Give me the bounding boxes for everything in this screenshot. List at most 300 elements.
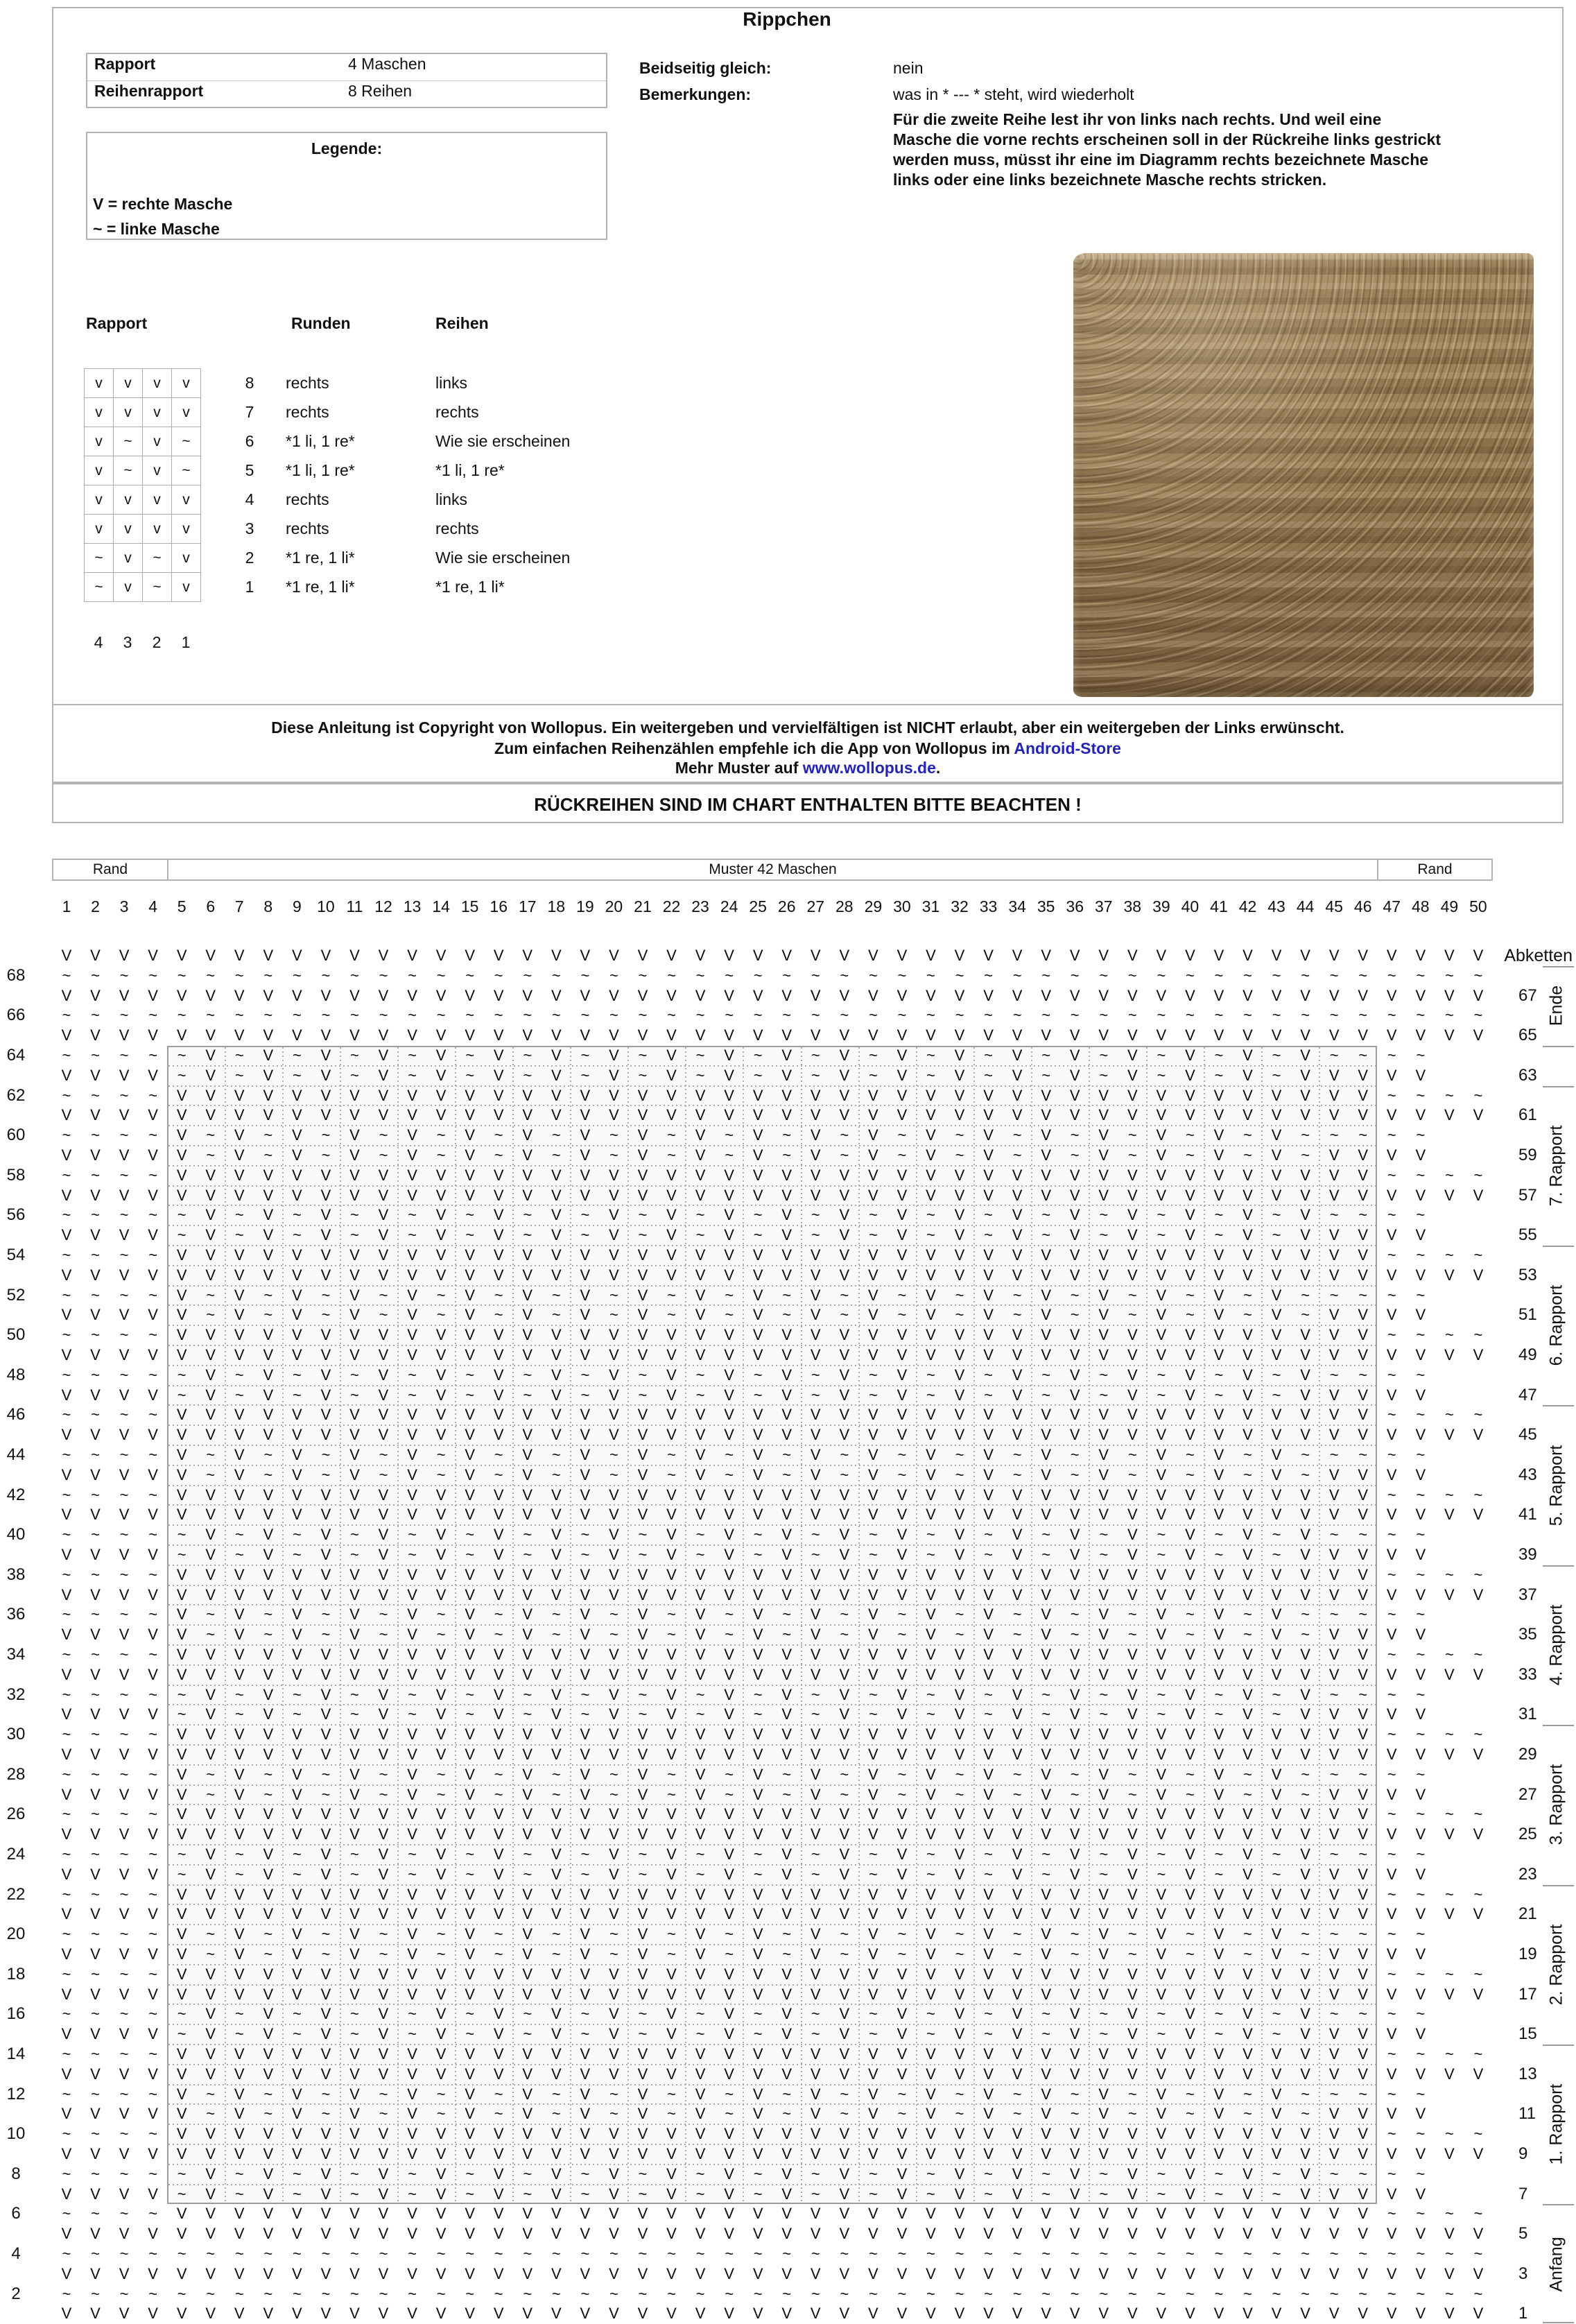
stitch-cell: V [378, 1985, 389, 2003]
stitch-cell: V [637, 1965, 648, 1983]
stitch-cell: ~ [984, 2284, 993, 2303]
stitch-cell: V [1098, 1965, 1109, 1983]
stitch-cell: V [609, 1965, 619, 1983]
stitch-cell: ~ [321, 1465, 331, 1483]
stitch-cell: ~ [926, 2025, 935, 2043]
stitch-cell: V [1012, 2025, 1023, 2043]
stitch-cell: ~ [580, 2284, 590, 2303]
stitch-cell: V [1012, 1685, 1023, 1703]
stitch-cell: ~ [1301, 1286, 1310, 1304]
stitch-cell: ~ [1387, 2164, 1396, 2183]
stitch-cell: V [839, 1366, 850, 1384]
stitch-cell: ~ [119, 2205, 129, 2223]
stitch-cell: V [1444, 1506, 1455, 1524]
stitch-cell: V [839, 1226, 850, 1244]
mini-cell: ~ [114, 456, 143, 485]
stitch-cell: V [1127, 1905, 1138, 1923]
stitch-cell: ~ [523, 1006, 532, 1024]
stitch-cell: ~ [1214, 2164, 1224, 2183]
stitch-cell: ~ [119, 1565, 129, 1583]
stitch-cell: ~ [119, 2245, 129, 2262]
stitch-cell: V [666, 1746, 677, 1763]
stitch-cell: V [378, 1086, 389, 1104]
stitch-cell: V [522, 1506, 533, 1524]
stitch-cell: ~ [408, 2284, 417, 2303]
stitch-cell: ~ [1358, 1286, 1368, 1304]
stitch-cell: V [1041, 2125, 1051, 2143]
stitch-cell: ~ [1012, 1126, 1022, 1144]
stitch-cell: V [205, 1865, 216, 1883]
stitch-cell: ~ [1243, 1465, 1252, 1483]
android-store-link[interactable]: Android-Store [1014, 739, 1121, 757]
stitch-cell: V [1300, 2045, 1310, 2063]
stitch-cell [1464, 1225, 1493, 1246]
stitch-cell: V [810, 2105, 821, 2123]
mini-row-runden: *1 re, 1 li* [286, 549, 355, 567]
stitch-cell: V [926, 1246, 936, 1264]
stitch-cell: V [1069, 1985, 1080, 2003]
stitch-cell [1464, 1146, 1493, 1166]
stitch-cell: V [839, 2164, 850, 2183]
stitch-cell: V [320, 1266, 331, 1284]
stitch-cell: V [1098, 1166, 1109, 1184]
stitch-cell: ~ [551, 1446, 561, 1463]
copyright-line3-text: Mehr Muster auf [675, 759, 803, 777]
stitch-cell: V [234, 1465, 245, 1483]
stitch-cell: ~ [321, 2105, 331, 2123]
stitch-cell: V [522, 1146, 533, 1164]
stitch-cell: ~ [1301, 1465, 1310, 1483]
stitch-cell: ~ [811, 966, 820, 984]
stitch-cell: V [148, 2185, 158, 2203]
stitch-cell: V [1098, 1326, 1109, 1344]
stitch-cell: V [609, 1885, 619, 1903]
stitch-cell: V [1386, 2065, 1397, 2083]
stitch-cell: V [781, 1585, 793, 1603]
stitch-cell: V [868, 2305, 878, 2323]
stitch-cell: ~ [580, 1366, 590, 1384]
stitch-cell: ~ [580, 1047, 590, 1064]
stitch-cell: ~ [91, 2005, 100, 2023]
stitch-cell: V [637, 1286, 648, 1304]
stitch-cell: ~ [436, 1126, 446, 1144]
stitch-cell: V [407, 1406, 417, 1424]
stitch-cell: ~ [408, 1845, 417, 1863]
stitch-cell: V [1041, 1785, 1051, 1803]
stitch-cell: V [1242, 1965, 1253, 1983]
stitch-cell: V [205, 2125, 216, 2143]
stitch-cell: V [148, 1026, 158, 1044]
chart-header-muster [167, 859, 1378, 881]
stitch-cell: V [205, 2305, 216, 2323]
stitch-cell: V [234, 1765, 245, 1783]
stitch-cell: V [1386, 2185, 1397, 2203]
stitch-cell: V [1242, 2225, 1253, 2243]
stitch-cell: V [1300, 1506, 1310, 1524]
stitch-cell: V [1328, 1226, 1340, 1244]
stitch-cell: V [1358, 1486, 1369, 1504]
stitch-cell: V [695, 1805, 706, 1823]
stitch-cell: ~ [1185, 1465, 1195, 1483]
stitch-cell: V [1098, 1746, 1109, 1763]
stitch-cell: ~ [1157, 1865, 1166, 1883]
stitch-cell: V [868, 1286, 878, 1304]
stitch-cell: V [1098, 2065, 1109, 2083]
stitch-cell: V [781, 1026, 793, 1044]
stitch-cell: V [465, 1665, 475, 1683]
stitch-cell: V [637, 1126, 648, 1144]
stitch-cell: V [1415, 1506, 1426, 1524]
stitch-cell: V [1185, 2005, 1195, 2023]
stitch-cell: ~ [695, 1705, 705, 1723]
stitch-cell: V [1127, 1246, 1138, 1264]
stitch-cell: ~ [408, 1546, 417, 1563]
stitch-cell: ~ [1473, 1885, 1483, 1903]
stitch-cell: ~ [1243, 1626, 1252, 1644]
stitch-cell: ~ [91, 1526, 100, 1544]
stitch-cell: V [609, 2145, 619, 2162]
mini-row-runden: *1 li, 1 re* [286, 432, 355, 450]
stitch-cell: V [407, 2264, 417, 2282]
stitch-cell: V [1328, 2025, 1340, 2043]
stitch-cell: V [263, 1346, 274, 1363]
stitch-cell: V [61, 1026, 72, 1044]
stitch-cell: ~ [1387, 1286, 1396, 1304]
stitch-cell: V [1271, 1246, 1282, 1264]
stitch-cell: ~ [811, 1546, 820, 1563]
chart-col-number: 10 [317, 897, 335, 915]
stitch-cell: V [263, 1845, 274, 1863]
stitch-cell: ~ [1272, 2005, 1281, 2023]
stitch-cell: ~ [436, 1945, 446, 1963]
stitch-cell: V [1069, 1885, 1080, 1903]
stitch-cell: V [1156, 1945, 1167, 1963]
chart-col-number: 22 [662, 897, 681, 915]
stitch-cell: V [1242, 1166, 1253, 1184]
stitch-cell: V [1271, 2045, 1282, 2063]
stitch-cell: V [1358, 1825, 1369, 1843]
stitch-cell: V [1242, 1565, 1253, 1583]
stitch-cell: V [1415, 2105, 1426, 2123]
stitch-cell: V [724, 1565, 734, 1583]
stitch-cell: ~ [811, 2164, 820, 2183]
stitch-cell: ~ [1387, 1126, 1396, 1144]
stitch-cell: V [580, 1725, 591, 1744]
stitch-cell: ~ [350, 2025, 359, 2043]
stitch-cell [1464, 1625, 1493, 1645]
stitch-cell [1435, 1685, 1464, 1705]
stitch-cell: V [580, 1286, 591, 1304]
stitch-cell: V [90, 1426, 101, 1444]
stitch-cell: ~ [1329, 1047, 1339, 1064]
stitch-cell: V [897, 1246, 908, 1264]
stitch-cell: V [1242, 2065, 1253, 2083]
stitch-cell: V [1098, 1646, 1109, 1663]
stitch-cell: ~ [148, 1246, 158, 1264]
stitch-cell: ~ [926, 1206, 935, 1224]
stitch-cell: V [781, 1326, 793, 1344]
stitch-cell: V [1069, 2065, 1080, 2083]
stitch-cell: V [1156, 1486, 1167, 1504]
stitch-cell: V [176, 1426, 187, 1444]
stitch-cell: ~ [609, 1306, 618, 1324]
stitch-cell: ~ [379, 2284, 388, 2303]
chart-row-number-right: 23 [1518, 1864, 1537, 1884]
stitch-cell: V [1127, 1665, 1138, 1683]
stitch-cell: ~ [1012, 1465, 1022, 1483]
stitch-cell: V [1127, 1526, 1138, 1544]
stitch-cell: V [839, 1026, 850, 1044]
stitch-cell: ~ [263, 1126, 273, 1144]
stitch-cell: ~ [1041, 2185, 1051, 2203]
stitch-cell: ~ [292, 1845, 302, 1863]
stitch-cell: V [752, 947, 763, 964]
stitch-cell: V [205, 2025, 216, 2043]
stitch-cell: ~ [725, 1006, 734, 1024]
copyright-line3-period: . [935, 759, 941, 777]
stitch-cell: V [1328, 1486, 1340, 1504]
stitch-cell: V [522, 1905, 533, 1923]
stitch-cell: ~ [1301, 1126, 1310, 1144]
stitch-cell: V [724, 1386, 734, 1404]
stitch-cell: V [609, 1106, 619, 1124]
stitch-cell: V [435, 1266, 447, 1284]
stitch-cell: V [868, 1106, 878, 1124]
stitch-cell: ~ [465, 1865, 475, 1883]
stitch-cell: ~ [1070, 1306, 1080, 1324]
stitch-cell: ~ [148, 2284, 158, 2303]
stitch-cell: V [580, 1406, 591, 1424]
stitch-cell: ~ [1358, 2005, 1368, 2023]
stitch-cell: V [1358, 1626, 1369, 1644]
stitch-cell: ~ [1157, 1047, 1166, 1064]
stitch-cell: ~ [926, 1526, 935, 1544]
chart-row-number-right: 33 [1518, 1664, 1537, 1684]
stitch-cell: ~ [234, 1865, 244, 1883]
stitch-cell: ~ [292, 1006, 302, 1024]
stitch-cell: ~ [1127, 1146, 1137, 1164]
stitch-cell: ~ [955, 1785, 964, 1803]
chart-row-number-right: 63 [1518, 1065, 1537, 1085]
stitch-cell: V [1328, 1565, 1340, 1583]
stitch-cell: ~ [1301, 1626, 1310, 1644]
stitch-cell: ~ [725, 1945, 734, 1963]
stitch-cell: ~ [840, 1606, 849, 1624]
chart-row-number-left: 24 [6, 1845, 26, 1863]
stitch-cell: V [263, 1725, 274, 1744]
stitch-cell: ~ [1127, 1006, 1137, 1024]
stitch-cell: ~ [350, 2185, 359, 2203]
stitch-cell: ~ [148, 1925, 158, 1943]
stitch-cell: V [954, 2005, 965, 2023]
stitch-cell: ~ [984, 2025, 993, 2043]
stitch-cell: V [90, 2105, 101, 2123]
stitch-cell: ~ [1301, 1785, 1310, 1803]
stitch-cell: V [1185, 1746, 1195, 1763]
stitch-cell: V [522, 1825, 533, 1843]
stitch-cell: V [926, 1465, 936, 1483]
stitch-cell: ~ [1444, 1086, 1454, 1104]
stitch-cell: ~ [62, 1006, 71, 1024]
stitch-cell: ~ [62, 1326, 71, 1344]
stitch-cell: V [1386, 2145, 1397, 2162]
stitch-cell: V [378, 1366, 389, 1384]
stitch-cell: V [954, 1506, 965, 1524]
stitch-cell: ~ [292, 966, 302, 984]
stitch-cell: V [695, 947, 706, 964]
chart-col-number: 30 [893, 897, 911, 915]
stitch-cell: V [752, 1506, 763, 1524]
stitch-cell: V [839, 2025, 850, 2043]
stitch-cell: V [897, 2145, 908, 2162]
stitch-cell: V [580, 986, 591, 1004]
stitch-cell: ~ [926, 1546, 935, 1563]
stitch-cell: V [752, 1026, 763, 1044]
stitch-cell: V [926, 1106, 936, 1124]
stitch-cell: ~ [1358, 1047, 1368, 1064]
stitch-cell: ~ [926, 2284, 935, 2303]
stitch-cell: ~ [465, 2164, 475, 2183]
mini-row-number: 8 [245, 374, 254, 392]
stitch-cell: ~ [1416, 1406, 1426, 1424]
stitch-cell: V [695, 1985, 706, 2003]
stitch-cell: V [1127, 2145, 1138, 2162]
stitch-cell: ~ [897, 2245, 907, 2262]
stitch-cell: ~ [263, 2085, 273, 2103]
stitch-cell: V [781, 1506, 793, 1524]
stitch-cell: ~ [1272, 2164, 1281, 2183]
stitch-cell: V [234, 1506, 245, 1524]
stitch-cell: V [1156, 1266, 1167, 1284]
stitch-cell: V [465, 1446, 475, 1463]
stitch-cell: V [349, 1266, 360, 1284]
stitch-cell: V [839, 947, 850, 964]
stitch-cell: V [926, 1805, 936, 1823]
stitch-cell: ~ [609, 2245, 618, 2262]
stitch-cell: V [320, 2145, 331, 2162]
chart-col-number: 39 [1152, 897, 1170, 915]
stitch-cell: ~ [91, 2045, 100, 2063]
stitch-cell: V [349, 1765, 360, 1783]
stitch-cell: V [551, 2164, 562, 2183]
stitch-cell: ~ [148, 2045, 158, 2063]
stitch-cell: V [1328, 1026, 1340, 1044]
stitch-cell: ~ [638, 2005, 648, 2023]
stitch-cell: V [897, 1845, 908, 1863]
stitch-cell: V [551, 1066, 562, 1084]
stitch-cell: V [666, 1426, 677, 1444]
stitch-cell: ~ [868, 1206, 878, 1224]
chart-row-number-right: 47 [1518, 1385, 1537, 1404]
mini-row-runden: rechts [286, 403, 329, 421]
stitch-cell: V [752, 1606, 763, 1624]
stitch-cell: V [724, 1865, 734, 1883]
stitch-cell: V [1386, 1186, 1397, 1204]
stitch-cell: V [781, 1985, 793, 2003]
note-paragraph [893, 110, 1566, 190]
stitch-cell: V [263, 1526, 274, 1544]
stitch-cell: ~ [62, 1246, 71, 1264]
stitch-cell: V [1041, 1746, 1051, 1763]
stitch-cell [1435, 1845, 1464, 1865]
stitch-cell: V [1098, 2125, 1109, 2143]
chart-row-number-right: 25 [1518, 1825, 1537, 1844]
stitch-cell: V [752, 1985, 763, 2003]
stitch-cell: V [752, 1086, 763, 1104]
stitch-cell: V [1041, 1446, 1051, 1463]
stitch-cell: V [1444, 1026, 1455, 1044]
stitch-cell: V [407, 2145, 417, 2162]
mini-cell: ~ [85, 544, 114, 573]
stitch-cell: V [1300, 1026, 1310, 1044]
stitch-cell: V [580, 1486, 591, 1504]
stitch-cell: V [1156, 1446, 1167, 1463]
stitch-cell: V [926, 1905, 936, 1923]
stitch-cell: ~ [1099, 1066, 1109, 1084]
stitch-cell: V [1098, 1665, 1109, 1683]
stitch-cell: V [292, 1426, 302, 1444]
stitch-cell: V [1415, 1426, 1426, 1444]
stitch-cell [1435, 1785, 1464, 1805]
stitch-cell: V [1242, 1845, 1253, 1863]
stitch-cell: V [1156, 1646, 1167, 1663]
stitch-cell: V [349, 1925, 360, 1943]
stitch-cell: V [205, 1665, 216, 1683]
stitch-cell: V [897, 1066, 908, 1084]
mini-row-reihen: rechts [435, 403, 479, 421]
stitch-cell: V [378, 2264, 389, 2282]
stitch-cell: ~ [984, 1366, 993, 1384]
stitch-cell: ~ [263, 1606, 273, 1624]
stitch-cell: V [637, 1346, 648, 1363]
stitch-cell: ~ [1272, 1546, 1281, 1563]
stitch-cell: V [1098, 1925, 1109, 1943]
stitch-cell: ~ [436, 1925, 446, 1943]
stitch-cell: ~ [148, 1006, 158, 1024]
stitch-cell: V [724, 1965, 734, 1983]
stitch-cell: V [1242, 2205, 1253, 2223]
stitch-cell: ~ [494, 1306, 503, 1324]
stitch-cell: V [435, 1206, 447, 1224]
stitch-cell: V [1156, 1885, 1167, 1903]
stitch-cell: V [724, 1106, 734, 1124]
stitch-cell: V [435, 1186, 447, 1204]
stitch-cell: V [810, 1785, 821, 1803]
stitch-cell: V [897, 1965, 908, 1983]
stitch-cell: V [551, 1426, 562, 1444]
wollopus-link[interactable]: www.wollopus.de [802, 759, 936, 777]
stitch-cell: ~ [638, 1226, 648, 1244]
mini-cell: v [172, 573, 201, 602]
stitch-cell: ~ [1358, 1685, 1368, 1703]
stitch-cell: V [551, 1386, 562, 1404]
stitch-cell: ~ [1214, 1546, 1224, 1563]
stitch-cell: ~ [1157, 1206, 1166, 1224]
stitch-cell: V [349, 1126, 360, 1144]
stitch-cell [1464, 2185, 1493, 2205]
stitch-cell: V [90, 2145, 101, 2162]
mini-cell: v [114, 369, 143, 398]
stitch-cell: V [897, 1226, 908, 1244]
stitch-cell: V [320, 1585, 331, 1603]
stitch-cell: V [983, 1965, 994, 1983]
stitch-cell: V [1213, 1186, 1224, 1204]
stitch-cell: ~ [1387, 1006, 1396, 1024]
stitch-cell: V [234, 1905, 245, 1923]
stitch-cell: ~ [1157, 1226, 1166, 1244]
stitch-cell: V [407, 2065, 417, 2083]
stitch-cell: V [1271, 2145, 1282, 2162]
